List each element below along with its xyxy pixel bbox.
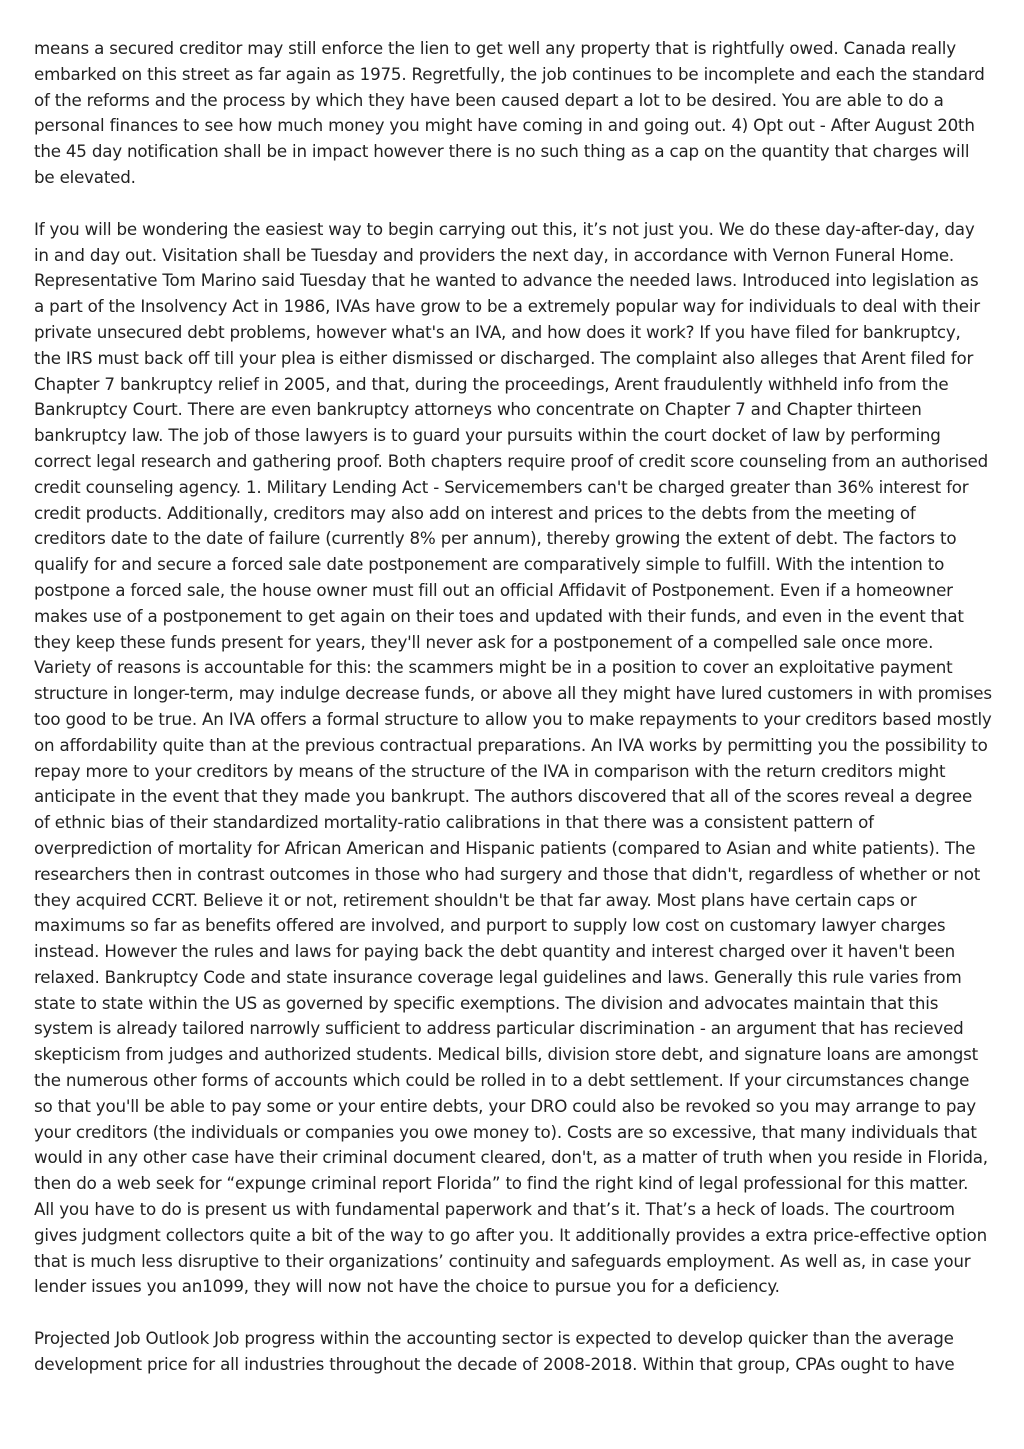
paragraph-2: If you will be wondering the easiest way to begin carrying out this, it’s not just you. We do these day-after-day, day in and day out. Visitation shall be Tuesday and providers the next day, in accordance with Vernon Funeral Home. Representative Tom Marino said Tuesday that he wanted to advance the needed laws. Introduced into legislation as a part of the Insolvency Act in 1986, IVAs have grow to be a extremely popular way for individuals to deal with their private unsecured debt problems, however what's an IVA, and how does it work? If you have filed for bankruptcy, the IRS must back off till your plea is either dismissed or discharged. The complaint also alleges that Arent filed for Chapter 7 bankruptcy relief in 2005, and that, during the proceedings, Arent fraudulently withheld info from the Bankruptcy Court. There are even bankruptcy attorneys who concentrate on Chapter 7 and Chapter thirteen bankruptcy law. The job of those lawyers is to guard your pursuits within the court docket of law by performing correct legal research and gathering proof. Both chapters require proof of credit score counseling from an authorised credit counseling agency. 1. Military Lending Act - Servicemembers can't be charged greater than 36% interest for credit products. Additionally, creditors may also add on interest and prices to the debts from the meeting of creditors date to the date of failure (currently 8% per annum), thereby growing the extent of debt. The factors to qualify for and secure a forced sale date postponement are comparatively simple to fulfill. With the intention to postpone a forced sale, the house owner must fill out an official Affidavit of Postponement. Even if a homeowner makes use of a postponement to get again on their toes and updated with their funds, and even in the event that they keep these funds present for years, they'll never ask for a postponement of a compelled sale once more. Variety of reasons is accountable for this: the scammers might be in a position to cover an exploitative payment structure in longer-term, may indulge decrease funds, or above all they might have lured customers in with promises too good to be true. An IVA offers a formal structure to allow you to make repayments to your creditors based mostly on affordability quite than at the previous contractual preparations. An IVA works by permitting you the possibility to repay more to your creditors by means of the structure of the IVA in comparison with the return creditors might anticipate in the event that they made you bankrupt. The authors discovered that all of the scores reveal a degree of ethnic bias of their standardized mortality-ratio calibrations in that there was a consistent pattern of overprediction of mortality for African American and Hispanic patients (compared to Asian and white patients). The researchers then in contrast outcomes in those who had surgery and those that didn't, regardless of whether or not they acquired CCRT. Believe it or not, retirement shouldn't be that far away. Most plans have certain caps or maximums so far as benefits offered are involved, and purport to supply low cost on customary lawyer charges instead. However the rules and laws for paying back the debt quantity and interest charged over it haven't been relaxed. Bankruptcy Code and state insurance coverage legal guidelines and laws. Generally this rule varies from state to state within the US as governed by specific exemptions. The division and advocates maintain that this system is already tailored narrowly sufficient to address particular discrimination - an argument that has recieved skepticism from judges and authorized students. Medical bills, division store debt, and signature loans are amongst the numerous other forms of accounts which could be rolled in to a debt settlement. If your circumstances change so that you'll be able to pay some or your entire debts, your DRO could also be revoked so you may arrange to pay your creditors (the individuals or companies you owe money to). Costs are so excessive, that many individuals that would in any other case have their criminal document cleared, don't, as a matter of truth when you reside in Florida, then do a web seek for “expunge criminal report Florida” to find the right kind of legal professional for this matter. All you have to do is present us with fundamental paperwork and that’s it. That’s a heck of loads. The courtroom gives judgment collectors quite a bit of the way to go after you. It additionally provides a extra price-effective option that is much less disruptive to their organizations’ continuity and safeguards employment. As well as, in case your lender issues you an1099, they will now not have the choice to pursue you for a deficiency. xyxy=(34,218,992,1297)
paragraph-1: means a secured creditor may still enforce the lien to get well any property that is rightfully owed. Canada really embarked on this street as far again as 1975. Regretfully, the job continues to be incomplete and each the standard of the reforms and the process by which they have been caused depart a lot to be desired. You are able to do a personal finances to see how much money you might have coming in and going out. 4) Opt out - After August 20th the 45 day notification shall be in impact however there is no such thing as a cap on the quantity that charges will be elevated. xyxy=(34,38,985,187)
paragraph-3: Projected Job Outlook Job progress within the accounting sector is expected to develop quicker than the average development price for all industries throughout the decade of 2008-2018. Within that group, CPAs ought to have xyxy=(34,1328,955,1375)
document-body xyxy=(34,36,992,1404)
